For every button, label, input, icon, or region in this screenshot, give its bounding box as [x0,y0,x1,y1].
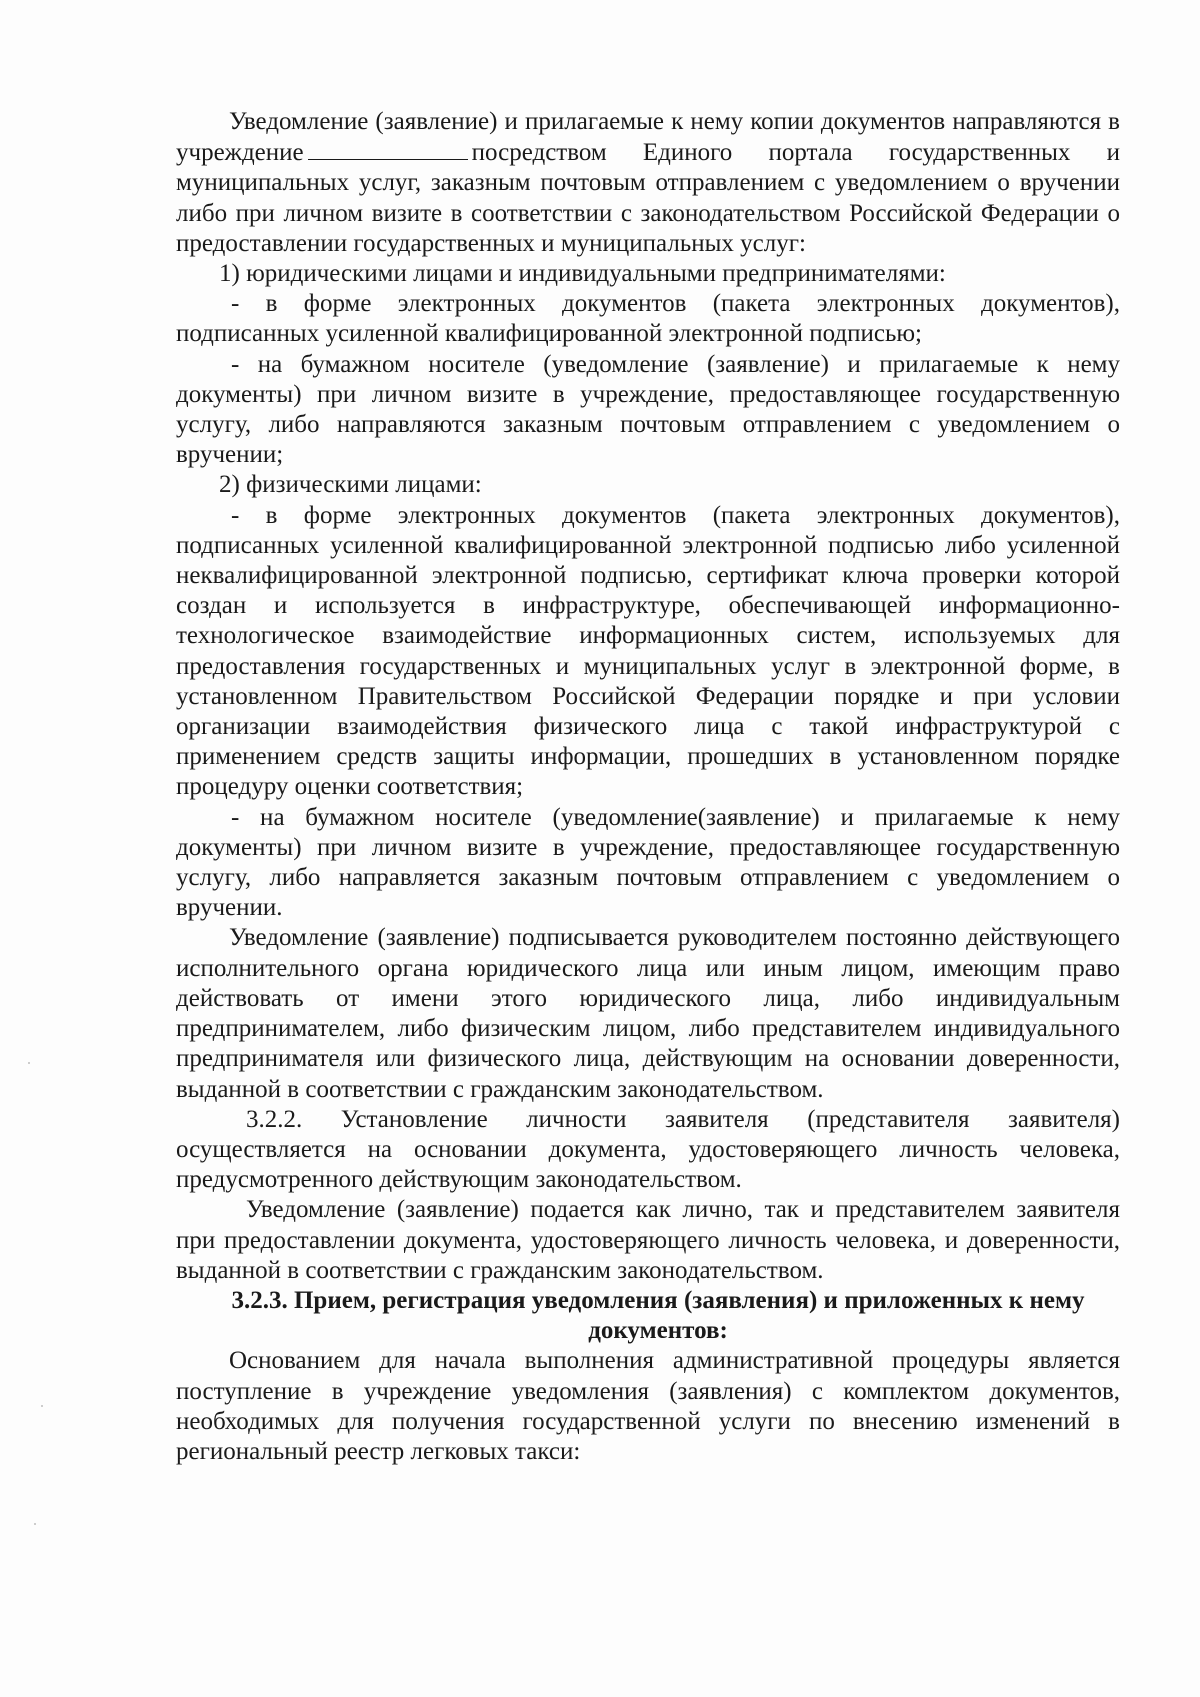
list-subitem-electronic-individuals: - в форме электронных документов (пакета электронных документов), подписанных усиленной квалифицированной электронной подписью либо усиленной неквалифицированной электронной подписью, сертификат ключа проверки которой создан и используется в инфраструктуре, обеспечивающей информационно-технологическое взаимодействие информационных систем, используемых для предоставления государственных и муниципальных услуг в электронной форме, в установленном Правительством Российской Федерации порядке и при условии организации взаимодействия физического лица с такой инфраструктурой с применением средств защиты информации, прошедших в установленном порядке процедуру оценки соответствия; [176,501,1120,801]
document-body [176,107,1120,1467]
scan-speck [34,1523,36,1525]
paragraph-text: Уведомление (заявление) и прилагаемые к нему копии документов направляются в учреждение [176,108,1120,167]
paragraph-representative: Уведомление (заявление) подается как лично, так и представителем заявителя при предоставлении документа, удостоверяющего личность человека, и доверенности, выданной в соответствии с гражданским законодательством. [176,1196,1120,1284]
paragraph-procedure-basis: Основанием для начала выполнения административной процедуры является поступление в учреждение уведомления (заявления) с комплектом документов, необходимых для получения государственной услуги по внесению изменений в региональный реестр легковых такси: [176,1347,1120,1465]
scan-speck [41,1405,43,1407]
section-heading-3-2-3: 3.2.3. Прием, регистрация уведомления (заявления) и приложенных к нему документов: [231,1286,1085,1345]
blank-field-line [308,137,468,160]
list-item-individuals: 2) физическими лицами: [219,471,482,499]
paragraph-text: посредством Единого портала государственных и муниципальных услуг, заказным почтовым отправлением с уведомлением о вручении либо при личном визите в соответствии с законодательством Российской Федерации о предоставлении государственных и муниципальных услуг: [176,139,1120,257]
paragraph-submission-methods [176,107,1120,259]
list-subitem-paper-legal: - на бумажном носителе (уведомление (заявление) и прилагаемые к нему документы) при личном визите в учреждение, предоставляющее государственную услугу, либо направляются заказным почтовым отправлением с уведомлением о вручении; [176,350,1120,469]
scan-speck [28,1062,30,1064]
list-subitem-electronic-legal: - в форме электронных документов (пакета электронных документов), подписанных усиленной квалифицированной электронной подписью; [176,290,1120,348]
list-item-legal-entities: 1) юридическими лицами и индивидуальными предпринимателями: [219,260,946,288]
paragraph-signature: Уведомление (заявление) подписывается руководителем постоянно действующего исполнительного органа юридического лица или иным лицом, имеющим право действовать от имени этого юридического лица, либо индивидуальным предпринимателем, либо физическим лицом, либо представителем индивидуального предпринимателя или физического лица, действующим на основании доверенности, выданной в соответствии с гражданским законодательством. [176,924,1120,1103]
paragraph-identity-3-2-2: 3.2.2. Установление личности заявителя (представителя заявителя) осуществляется на основании документа, удостоверяющего личность человека, предусмотренного действующим законодательством. [176,1105,1120,1194]
list-subitem-paper-individuals: - на бумажном носителе (уведомление(заявление) и прилагаемые к нему документы) при личном визите в учреждение, предоставляющее государственную услугу, либо направляется заказным почтовым отправлением с уведомлением о вручении. [176,803,1120,922]
